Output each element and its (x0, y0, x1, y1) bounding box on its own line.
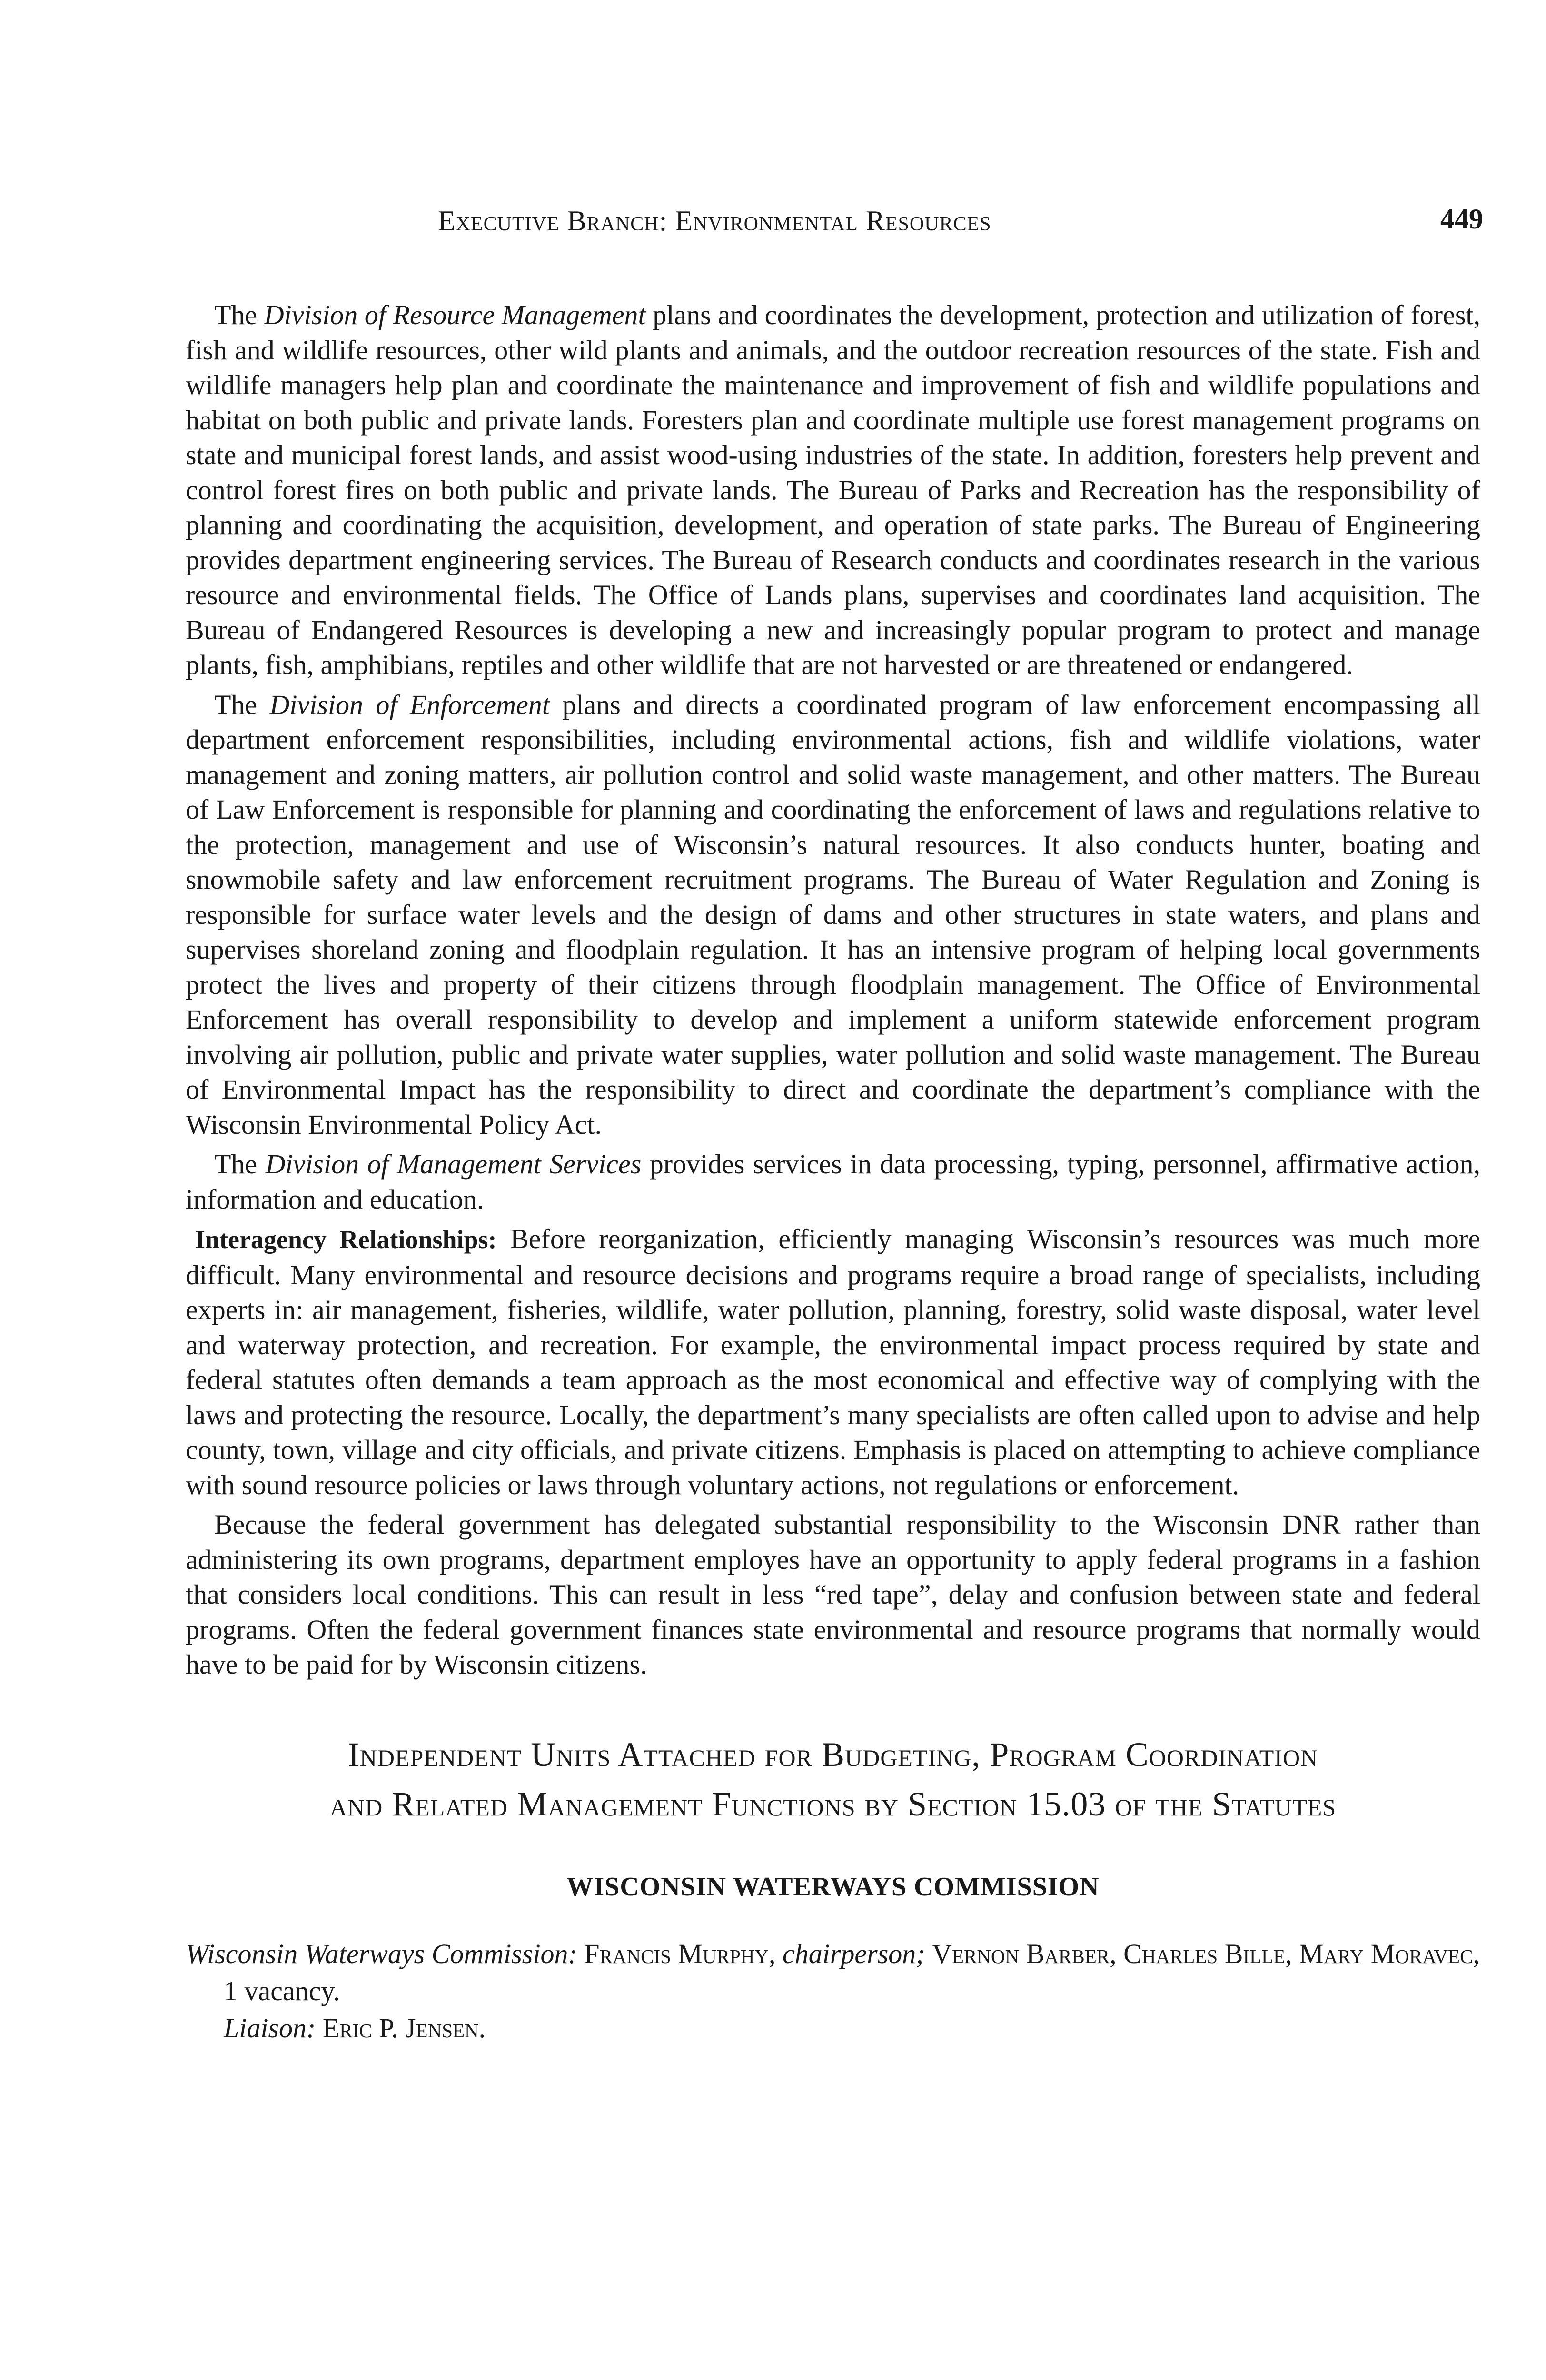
liaison-label: Liaison: (224, 2012, 316, 2043)
paragraph-federal (186, 1507, 1480, 1682)
liaison-line (186, 2010, 1480, 2047)
paragraph-interagency (186, 1221, 1480, 1502)
section-heading (186, 1730, 1480, 1829)
paragraph-text: Because the federal government has delegated substantial responsibility to the Wisconsin DNR rather than administering its own programs, department employes have an opportunity to apply federal programs in a fashion that considers local conditions. This can result in less “red tape”, delay and confusion between state and federal programs. Often the federal government finances state environmental and resource programs that normally would have to be paid for by Wisconsin citizens. (186, 1509, 1480, 1680)
chair-name: Francis Murphy (584, 1938, 769, 1969)
page-number: 449 (1440, 203, 1483, 235)
commission-heading: WISCONSIN WATERWAYS COMMISSION (566, 1872, 1100, 1902)
division-name: Division of Management Services (265, 1149, 642, 1180)
paragraph-text: Before reorganization, efficiently managing Wisconsin’s resources was much more difficult. Many environmental and resource decisions and programs require a broad range of specialists, including experts in: air management, fisheries, wildlife, water pollution, planning, forestry, solid waste disposal, water level and waterway protection, and recreation. For example, the environmental impact process required by state and federal statutes often demands a team approach as the most economical and effective way of complying with the laws and protecting the resource. Locally, the department’s many specialists are often called upon to advise and help county, town, village and city officials, and private citizens. Emphasis is placed on attempting to achieve compliance with sound resource policies or laws through voluntary actions, not regulations or enforcement. (186, 1223, 1480, 1500)
chair-role: chairperson; (782, 1938, 925, 1969)
commission-label: Wisconsin Waterways Commission: (186, 1938, 577, 1969)
body-text (186, 298, 1480, 1682)
paragraph-text: plans and directs a coordinated program of law enforcement encompassing all department enforcement responsibilities, including environmental actions, fish and wildlife violations, water management and zoning matters, air pollution control and solid waste management, and other matters. The Bureau of Law Enforcement is responsible for planning and coordinating the enforcement of laws and regulations relative to the protection, management and use of Wisconsin’s natural resources. It also conducts hunter, boating and snowmobile safety and law enforcement recruitment programs. The Bureau of Water Regulation and Zoning is responsible for surface water levels and the design of dams and other structures in state waters, and plans and supervises shoreland zoning and floodplain regulation. It has an intensive program of helping local governments protect the lives and property of their citizens through floodplain management. The Office of Environmental Enforcement has overall responsibility to develop and implement a uniform statewide enforcement program involving air pollution, public and private water supplies, water pollution and solid waste management. The Bureau of Environmental Impact has the responsibility to direct and coordinate the department’s compliance with the Wisconsin Environmental Policy Act. (186, 689, 1481, 1140)
section-heading-line: and Related Management Functions by Section 15.03 of the Statutes (329, 1785, 1337, 1823)
paragraph-lead: The (214, 1149, 266, 1180)
paragraph-text: provides services in data processing, typing, personnel, affirmative action, information and education. (186, 1149, 1481, 1215)
running-head (186, 200, 1483, 248)
paragraph-management-services (186, 1147, 1480, 1217)
section-heading-line: Independent Units Attached for Budgeting, Program Coordination (347, 1735, 1318, 1774)
paragraph-lead: The (214, 689, 270, 720)
vacancy-note: 1 vacancy. (224, 1975, 340, 2006)
division-name: Division of Resource Management (264, 299, 646, 330)
member-names: Vernon Barber, Charles Bille, Mary Moravec, (932, 1938, 1480, 1969)
document-page (186, 200, 1483, 2047)
commission-members (186, 1935, 1480, 2047)
paragraph-text: plans and coordinates the development, protection and utilization of forest, fish and wildlife resources, other wild plants and animals, and the outdoor recreation resources of the state. Fish and wildlife managers help plan and coordinate the maintenance and improvement of fish and wildlife populations and habitat on both public and private lands. Foresters plan and coordinate multiple use forest management programs on state and municipal forest lands, and assist wood-using industries of the state. In addition, foresters help prevent and control forest fires on both public and private lands. The Bureau of Parks and Recreation has the responsibility of planning and coordinating the acquisition, development, and operation of state parks. The Bureau of Engineering provides department engineering services. The Bureau of Research conducts and coordinates research in the various resource and environmental fields. The Office of Lands plans, supervises and coordinates land acquisition. The Bureau of Endangered Resources is developing a new and increasingly popular program to protect and manage plants, fish, amphibians, reptiles and other wildlife that are not harvested or are threatened or endangered. (186, 299, 1481, 680)
paragraph-resource-management (186, 298, 1480, 683)
paragraph-enforcement (186, 687, 1480, 1142)
liaison-name: Eric P. Jensen. (322, 2012, 486, 2043)
division-name: Division of Enforcement (269, 689, 550, 720)
members-line: Wisconsin Waterways Commission: Francis Murphy, chairperson; Vernon Barber, Charles Bille, Mary Moravec, 1 vacancy. (186, 1938, 1480, 2006)
running-title: Executive Branch: Environmental Resources (438, 205, 991, 237)
run-in-heading: Interagency Relationships: (195, 1225, 497, 1254)
paragraph-lead: The (214, 299, 264, 330)
